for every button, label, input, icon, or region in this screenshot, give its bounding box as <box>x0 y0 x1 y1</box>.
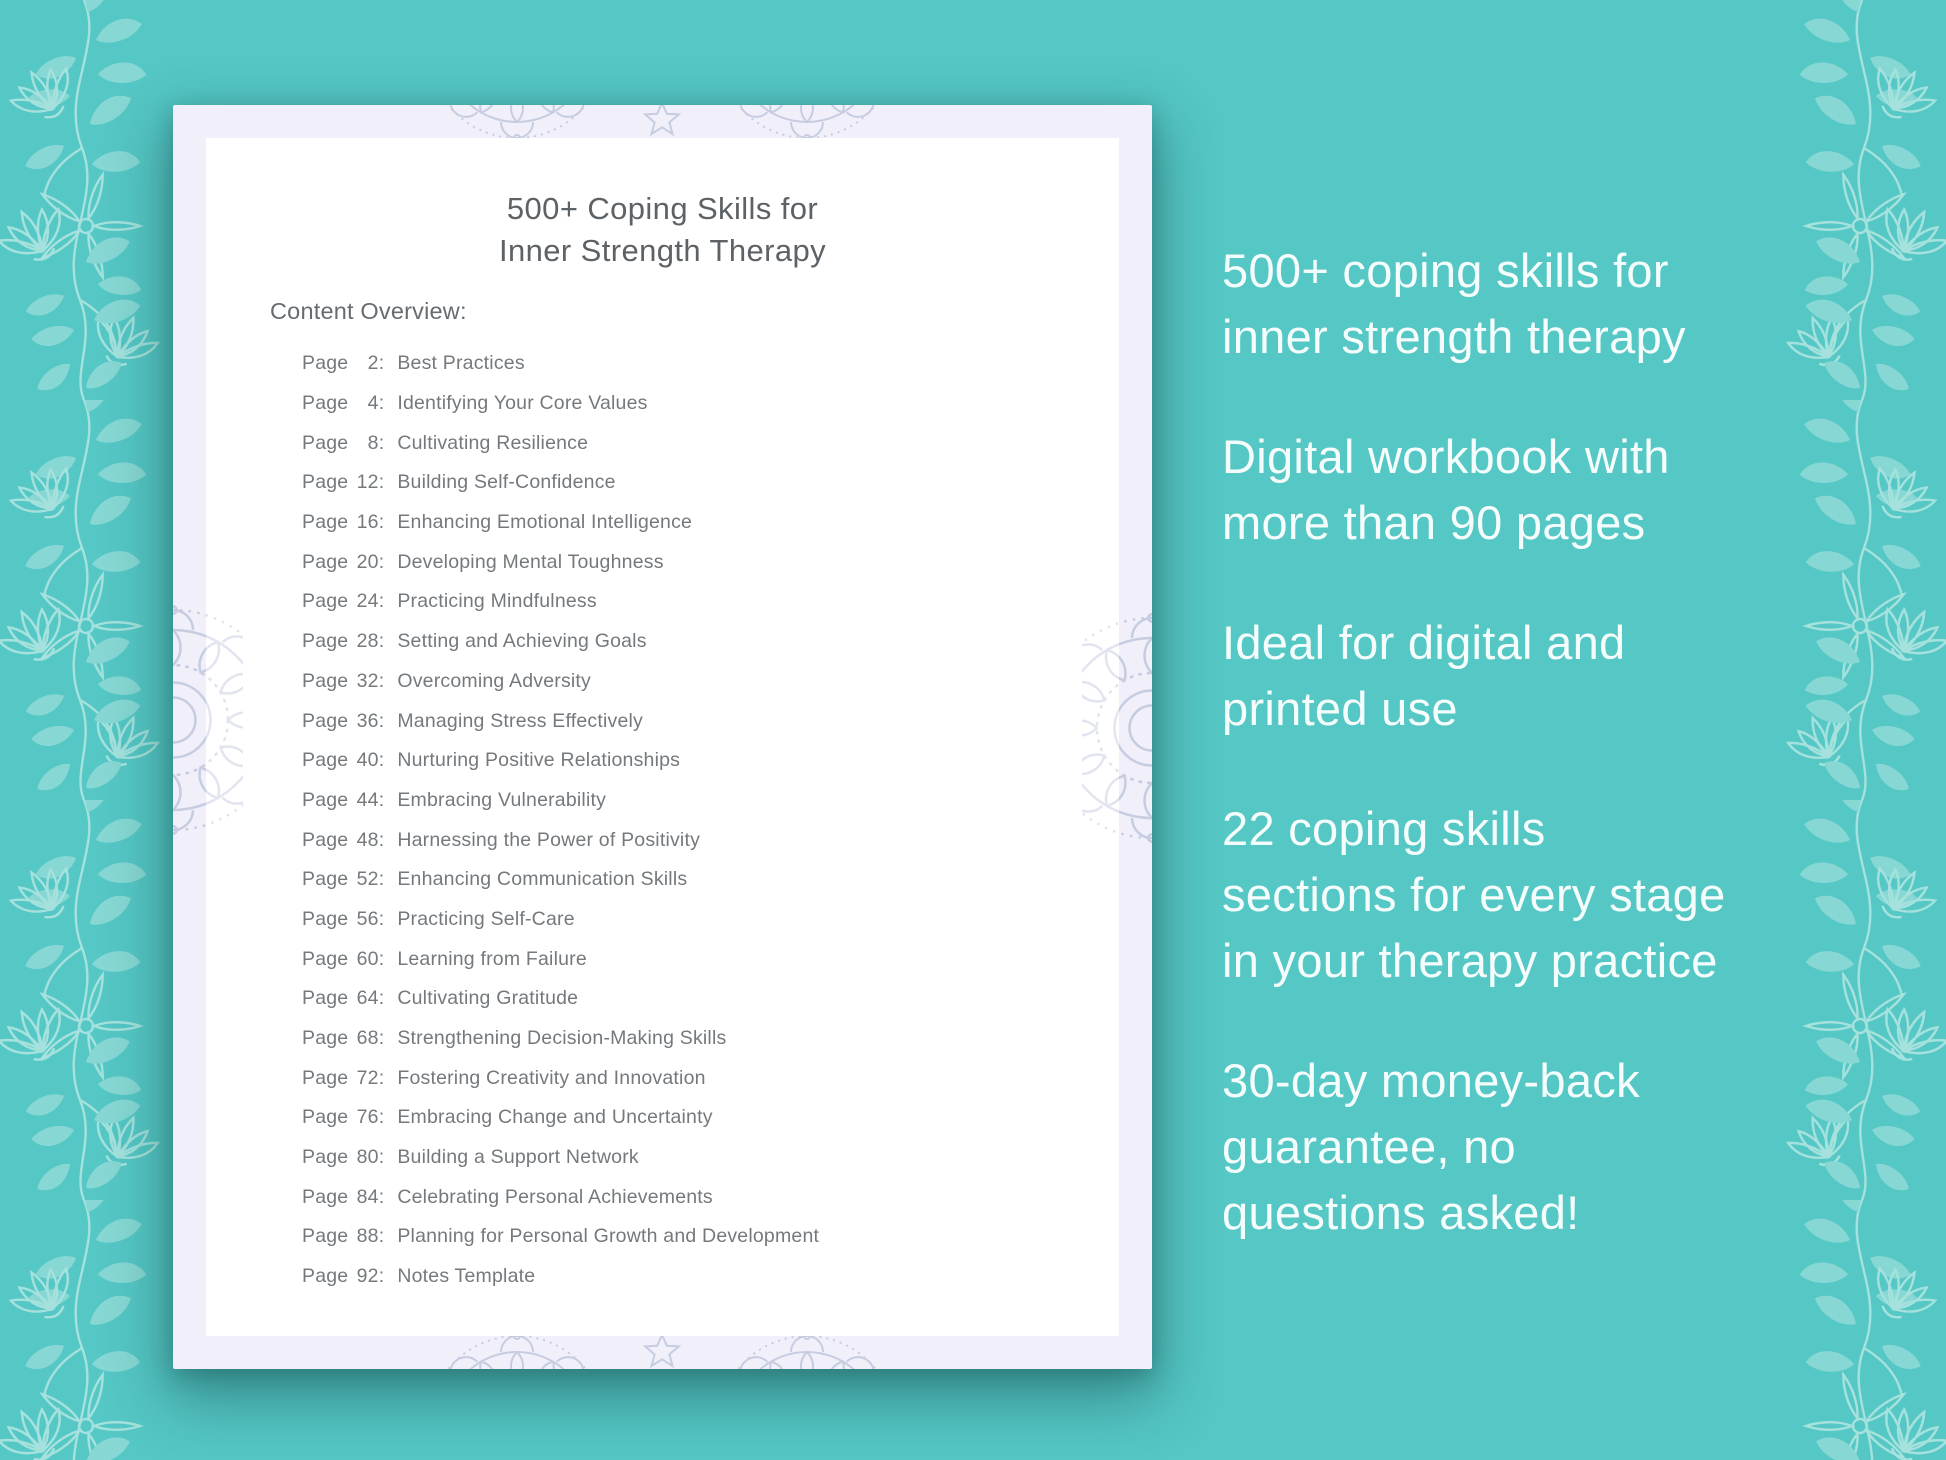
marketing-paragraph: Ideal for digital and printed use <box>1222 616 1626 735</box>
floral-vine-icon <box>0 0 160 1460</box>
toc-row <box>302 622 1119 662</box>
toc-page-number: 80: <box>356 1146 385 1169</box>
toc-row <box>302 463 1119 503</box>
workbook-page <box>173 105 1152 1369</box>
toc-entry-title: Overcoming Adversity <box>397 669 591 692</box>
toc-page-word: Page <box>302 630 349 653</box>
toc-entry-title: Practicing Mindfulness <box>397 590 597 613</box>
toc-page-word: Page <box>302 590 349 613</box>
toc-page-word: Page <box>302 1066 349 1089</box>
toc-page-word: Page <box>302 1265 349 1288</box>
toc-page-word: Page <box>302 392 349 415</box>
toc-page-word: Page <box>302 1106 349 1129</box>
toc-page-number: 56: <box>356 907 385 930</box>
toc-page-number: 32: <box>356 669 385 692</box>
toc-row <box>302 701 1119 741</box>
toc-entry-title: Building a Support Network <box>397 1146 639 1169</box>
toc-row <box>302 1138 1119 1178</box>
toc-row <box>302 979 1119 1019</box>
toc-page-number: 2: <box>367 352 385 375</box>
toc-page-number: 24: <box>356 590 385 613</box>
toc-row <box>302 741 1119 781</box>
toc-entry-title: Setting and Achieving Goals <box>397 630 647 653</box>
toc-page-number: 64: <box>356 987 385 1010</box>
toc-entry-title: Celebrating Personal Achievements <box>397 1185 713 1208</box>
toc-row <box>302 1058 1119 1098</box>
toc-row <box>302 860 1119 900</box>
toc-page-number: 44: <box>356 788 385 811</box>
toc-row <box>302 900 1119 940</box>
toc-page-number: 8: <box>367 431 385 454</box>
toc-entry-title: Managing Stress Effectively <box>397 709 643 732</box>
toc-page-number: 52: <box>356 868 385 891</box>
toc-row <box>302 939 1119 979</box>
toc-entry-title: Embracing Vulnerability <box>397 788 607 811</box>
toc-page-word: Page <box>302 431 349 454</box>
toc-entry-title: Notes Template <box>397 1265 536 1288</box>
toc-entry-title: Learning from Failure <box>397 947 587 970</box>
marketing-paragraph: 22 coping skills sections for every stage in your therapy practice <box>1222 802 1726 987</box>
toc-row <box>302 503 1119 543</box>
toc-entry-title: Practicing Self-Care <box>397 907 575 930</box>
toc-row <box>302 1019 1119 1059</box>
toc-page-word: Page <box>302 987 349 1010</box>
toc-page-number: 40: <box>356 749 385 772</box>
document-title: 500+ Coping Skills for Inner Strength Therapy <box>498 191 827 268</box>
toc-page-number: 92: <box>356 1265 385 1288</box>
toc-entry-title: Cultivating Resilience <box>397 431 589 454</box>
toc-entry-title: Developing Mental Toughness <box>397 550 664 573</box>
toc-entry-title: Strengthening Decision-Making Skills <box>397 1027 727 1050</box>
toc-entry-title: Identifying Your Core Values <box>397 392 648 415</box>
toc-page-number: 48: <box>356 828 385 851</box>
toc-entry-title: Enhancing Emotional Intelligence <box>397 511 693 534</box>
toc-page-number: 36: <box>356 709 385 732</box>
page-content <box>206 138 1119 1336</box>
toc-page-word: Page <box>302 947 349 970</box>
toc-row <box>302 781 1119 821</box>
star-icon <box>645 1335 679 1366</box>
content-overview-heading: Content Overview: <box>270 298 467 324</box>
toc-page-number: 72: <box>356 1066 385 1089</box>
toc-row <box>302 1177 1119 1217</box>
toc-page-number: 60: <box>356 947 385 970</box>
toc-entry-title: Best Practices <box>397 352 525 375</box>
toc-page-word: Page <box>302 788 349 811</box>
toc-page-word: Page <box>302 550 349 573</box>
toc-page-word: Page <box>302 669 349 692</box>
toc-page-word: Page <box>302 1027 349 1050</box>
toc-page-number: 68: <box>356 1027 385 1050</box>
table-of-contents <box>302 344 1119 1297</box>
toc-row <box>302 1257 1119 1297</box>
toc-entry-title: Embracing Change and Uncertainty <box>397 1106 713 1129</box>
toc-page-word: Page <box>302 709 349 732</box>
toc-entry-title: Cultivating Gratitude <box>397 987 579 1010</box>
toc-entry-title: Building Self-Confidence <box>397 471 616 494</box>
toc-row <box>302 1098 1119 1138</box>
toc-entry-title: Planning for Personal Growth and Development <box>397 1225 820 1248</box>
marketing-paragraph: 30-day money-back guarantee, no questions asked! <box>1222 1054 1640 1239</box>
toc-page-number: 76: <box>356 1106 385 1129</box>
toc-entry-title: Nurturing Positive Relationships <box>397 749 681 772</box>
toc-page-number: 4: <box>367 392 385 415</box>
toc-page-word: Page <box>302 749 349 772</box>
toc-page-number: 84: <box>356 1185 385 1208</box>
toc-page-word: Page <box>302 511 349 534</box>
marketing-paragraph: 500+ coping skills for inner strength therapy <box>1222 244 1686 363</box>
toc-page-word: Page <box>302 907 349 930</box>
toc-page-word: Page <box>302 352 349 375</box>
toc-row <box>302 820 1119 860</box>
toc-page-number: 88: <box>356 1225 385 1248</box>
toc-page-word: Page <box>302 828 349 851</box>
toc-page-word: Page <box>302 868 349 891</box>
toc-page-word: Page <box>302 471 349 494</box>
marketing-text <box>1222 238 1912 1300</box>
toc-page-word: Page <box>302 1225 349 1248</box>
toc-row <box>302 1217 1119 1257</box>
toc-row <box>302 423 1119 463</box>
toc-page-number: 16: <box>356 511 385 534</box>
toc-row <box>302 662 1119 702</box>
toc-page-number: 28: <box>356 630 385 653</box>
marketing-paragraph: Digital workbook with more than 90 pages <box>1222 430 1670 549</box>
toc-page-word: Page <box>302 1185 349 1208</box>
toc-row <box>302 344 1119 384</box>
toc-row <box>302 542 1119 582</box>
toc-row <box>302 384 1119 424</box>
toc-entry-title: Enhancing Communication Skills <box>397 868 688 891</box>
star-icon <box>645 105 679 134</box>
toc-page-number: 12: <box>356 471 385 494</box>
toc-page-word: Page <box>302 1146 349 1169</box>
toc-page-number: 20: <box>356 550 385 573</box>
toc-row <box>302 582 1119 622</box>
toc-entry-title: Fostering Creativity and Innovation <box>397 1066 706 1089</box>
toc-entry-title: Harnessing the Power of Positivity <box>397 828 701 851</box>
